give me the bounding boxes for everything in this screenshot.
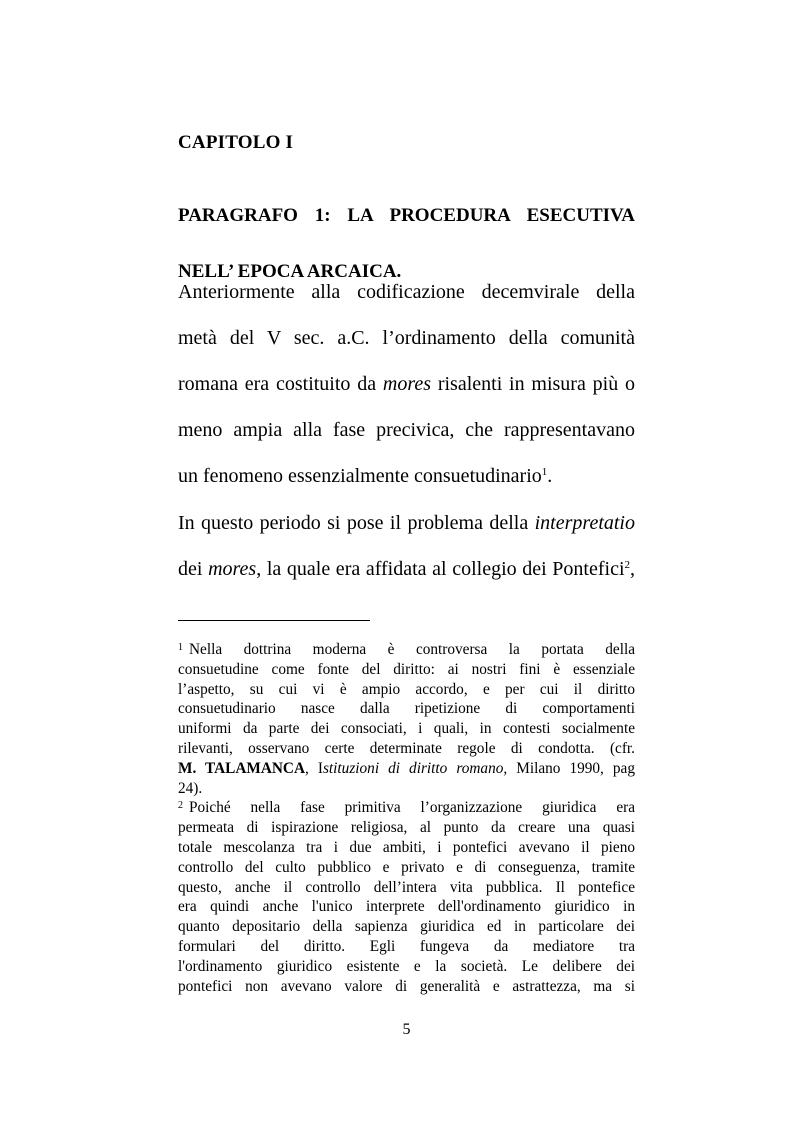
paragraph-1	[178, 269, 635, 499]
body-line: romana era costituito da mores risalenti in misura più o	[178, 373, 635, 395]
footnote-separator	[178, 620, 370, 621]
section-heading-line-2: NELL’ EPOCA ARCAICA.	[178, 261, 402, 282]
footnote-2	[178, 798, 635, 996]
footnote-number: 2	[178, 800, 183, 812]
book-title: stituzioni di diritto romano	[322, 759, 504, 777]
footnote-line: l'ordinamento giuridico esistente e la società. Le delibere dei	[178, 957, 635, 975]
footnote-line: controllo del culto pubblico e privato e di conseguenza, tramite	[178, 858, 635, 876]
footnote-line: l’aspetto, su cui vi è ampio accordo, e per cui il diritto	[178, 680, 635, 698]
footnote-line: pontefici non avevano valore di generalità e astrattezza, ma si	[178, 977, 635, 995]
footnote-line: consuetudinario nasce dalla ripetizione di comportamenti	[178, 700, 635, 718]
italic-term: mores	[208, 558, 257, 580]
body-line: Anteriormente alla codificazione decemvirale della	[178, 281, 635, 303]
footnote-line: totale mescolanza tra i due ambiti, i pontefici avevano il pieno	[178, 838, 635, 856]
footnote-line: $^2$ Poiché nella fase primitiva l’organizzazione giuridica era	[178, 799, 635, 817]
footnote-line: M. TALAMANCA, Istituzioni di diritto romano, Milano 1990, pag	[178, 759, 635, 777]
page-number: 5	[402, 1021, 411, 1038]
footnote-line: 24).	[178, 779, 203, 797]
body-line: In questo periodo si pose il problema della interpretatio	[178, 512, 635, 534]
footnote-line: quanto depositario della sapienza giuridica ed in particolare dei	[178, 918, 635, 936]
footnote-ref-2: 2	[624, 559, 631, 571]
footnote-line: formulari del diritto. Egli fungeva da mediatore tra	[178, 937, 635, 955]
italic-term: mores	[382, 373, 432, 395]
footnote-line: questo, anche il controllo dell’intera vita pubblica. Il pontefice	[178, 878, 635, 896]
footnotes	[178, 640, 635, 996]
footnote-ref-1: 1	[541, 466, 548, 478]
footnote-line: consuetudine come fonte del diritto: ai nostri fini è essenziale	[178, 660, 635, 678]
section-heading-line-1: PARAGRAFO 1: LA PROCEDURA ESECUTIVA	[178, 205, 635, 226]
italic-term: interpretatio	[534, 512, 635, 534]
body-line: meno ampia alla fase precivica, che rappresentavano	[178, 419, 635, 441]
footnote-line: permeata di ispirazione religiosa, al punto da creare una quasi	[178, 819, 635, 837]
footnote-line: era quindi anche l'unico interprete dell'ordinamento giuridico in	[178, 898, 635, 916]
body-line: dei mores, la quale era affidata al collegio dei Pontefici$^2$,	[178, 558, 636, 580]
footnote-line: $^1$ Nella dottrina moderna è controversa la portata della	[178, 641, 635, 658]
body-line: metà del V sec. a.C. l’ordinamento della comunità	[178, 327, 635, 349]
author-name: M. TALAMANCA	[178, 759, 306, 777]
chapter-title: CAPITOLO I	[178, 132, 294, 153]
footnote-line: rilevanti, osservano certe determinate regole di condotta. (cfr.	[178, 739, 635, 757]
footnote-1	[178, 640, 635, 798]
footnote-number: 1	[178, 642, 183, 653]
footnote-line: uniformi da parte dei consociati, i quali, in contesti socialmente	[178, 720, 635, 738]
paragraph-2	[178, 500, 635, 592]
body-line: un fenomeno essenzialmente consuetudinario$^1$.	[178, 465, 553, 487]
